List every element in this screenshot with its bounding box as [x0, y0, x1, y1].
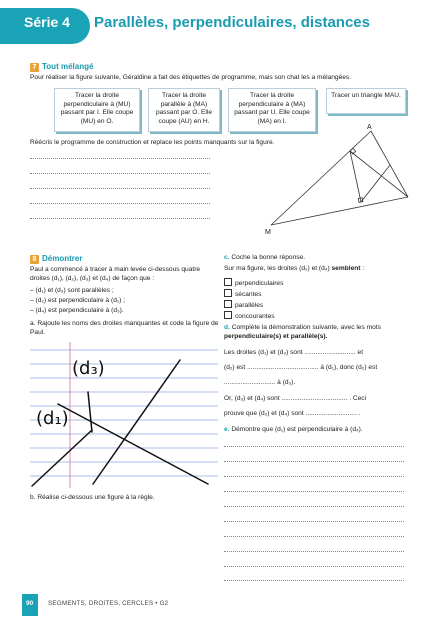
answer-line[interactable]: [224, 461, 404, 462]
choice-label: concourantes: [235, 313, 275, 320]
choice-label: sécantes: [235, 291, 262, 298]
program-card-2: Tracer la droite parallèle à (MA) passant par O. Elle coupe (AU) en H.: [148, 88, 220, 132]
question-d-and: et: [283, 332, 289, 340]
page-title: Parallèles, perpendiculaires, distances: [94, 14, 370, 31]
question-c-colon: :: [362, 265, 365, 272]
hand-label-d3: (d₃): [72, 358, 105, 379]
program-card-1: Tracer la droite perpendiculaire à (MU) passant par I. Elle coupe (MU) en O.: [54, 88, 140, 132]
choice-secantes[interactable]: [224, 289, 261, 300]
section-7-title: Tout mélangé: [42, 62, 94, 71]
checkbox[interactable]: [224, 278, 232, 286]
section-8-title: Démontrer: [42, 254, 83, 263]
point-a-label: A: [367, 124, 372, 131]
choice-label: perpendiculaires: [235, 280, 284, 287]
answer-line[interactable]: [224, 580, 404, 581]
demo-line[interactable]: Les droites (d₁) et (d₃) sont ............................ et: [224, 349, 364, 356]
checkbox[interactable]: [224, 311, 232, 319]
series-label: Série 4: [24, 14, 70, 30]
section-8-number: 8: [30, 255, 39, 264]
question-d: [224, 324, 414, 342]
demo-line[interactable]: Or, (d₃) et (d₄) sont .................................... . Ceci: [224, 395, 367, 402]
question-e: [224, 426, 363, 435]
question-d-text: Complète la démonstration suivante, avec les mots: [231, 324, 381, 331]
program-card-3: Tracer la droite perpendiculaire à (MA) passant par U. Elle coupe (MA) en I.: [228, 88, 316, 132]
question-c-emphasis: semblent: [331, 265, 361, 272]
choice-label: parallèles: [235, 302, 264, 309]
question-e-text: Démontre que (d₁) est perpendiculaire à (d₄).: [231, 426, 363, 433]
checkbox[interactable]: [224, 300, 232, 308]
question-d-label: d.: [224, 324, 230, 331]
question-c-line: [224, 265, 364, 274]
question-b: [30, 494, 155, 503]
section-8-intro: Paul a commencé à tracer à main levée ci-dessous quatre droites (d₁), (d₂), (d₃) et (d₄) de façon que :: [30, 266, 201, 282]
answer-line[interactable]: [224, 551, 404, 552]
program-card-4: Tracer un triangle MAU.: [326, 88, 406, 114]
answer-line[interactable]: [30, 158, 210, 159]
notebook-drawing[interactable]: [30, 342, 218, 488]
checkbox[interactable]: [224, 289, 232, 297]
hand-label-d1: (d₁): [36, 408, 69, 429]
answer-line[interactable]: [30, 203, 210, 204]
answer-line[interactable]: [30, 188, 210, 189]
answer-line[interactable]: [224, 476, 404, 477]
section-7-heading: [30, 62, 93, 72]
question-e-label: e.: [224, 426, 230, 433]
question-b-text: b. Réalise ci-dessous une figure à la règle.: [30, 494, 155, 501]
answer-line[interactable]: [224, 521, 404, 522]
question-d-word1: perpendiculaire(s): [224, 332, 282, 340]
question-d-word2: parallèle(s).: [290, 332, 328, 340]
question-a-text: a. Rajoute les noms des droites manquantes et code la figure de Paul.: [30, 320, 219, 336]
demo-line[interactable]: prouve que (d₂) et (d₄) sont ............................ .: [224, 410, 361, 417]
answer-line[interactable]: [224, 446, 404, 447]
choice-perpendiculaires[interactable]: [224, 278, 283, 289]
section-7-intro: Pour réaliser la figure suivante, Géraldine a fait des étiquettes de programme, mais son chat les a mélangées.: [30, 74, 352, 81]
answer-line[interactable]: [224, 536, 404, 537]
footer-chapter: SEGMENTS, DROITES, CERCLES • G2: [48, 600, 169, 607]
point-m-label: M: [265, 229, 271, 236]
answer-line[interactable]: [224, 566, 404, 567]
question-c-text: Coche la bonne réponse.: [231, 254, 306, 261]
question-c-label: c.: [224, 254, 230, 261]
answer-line[interactable]: [224, 506, 404, 507]
triangle-figure: [250, 120, 420, 240]
page-number: 90: [26, 600, 34, 607]
condition: – (d₁) et (d₃) sont parallèles ;: [30, 287, 114, 294]
answer-line[interactable]: [30, 173, 210, 174]
question-c: [224, 254, 305, 263]
question-c-part-a: Sur ma figure, les droites (d₂) et (d₄): [224, 265, 330, 272]
question-a: [30, 320, 220, 338]
condition: – (d₄) est perpendiculaire à (d₃).: [30, 307, 124, 314]
answer-line[interactable]: [224, 491, 404, 492]
section-7-number: 7: [30, 63, 39, 72]
choice-concourantes[interactable]: [224, 311, 275, 322]
section-8-heading: [30, 254, 82, 264]
condition: – (d₂) est perpendiculaire à (d₁) ;: [30, 297, 125, 304]
section-7-instruction: Réécris le programme de construction et replace les points manquants sur la figure.: [30, 139, 275, 146]
demo-line[interactable]: (d₂) est ....................................... à (d₁), donc (d₂) est: [224, 364, 378, 371]
choice-paralleles[interactable]: [224, 300, 263, 311]
demo-line[interactable]: ............................ à (d₃).: [224, 379, 296, 386]
answer-line[interactable]: [30, 218, 210, 219]
